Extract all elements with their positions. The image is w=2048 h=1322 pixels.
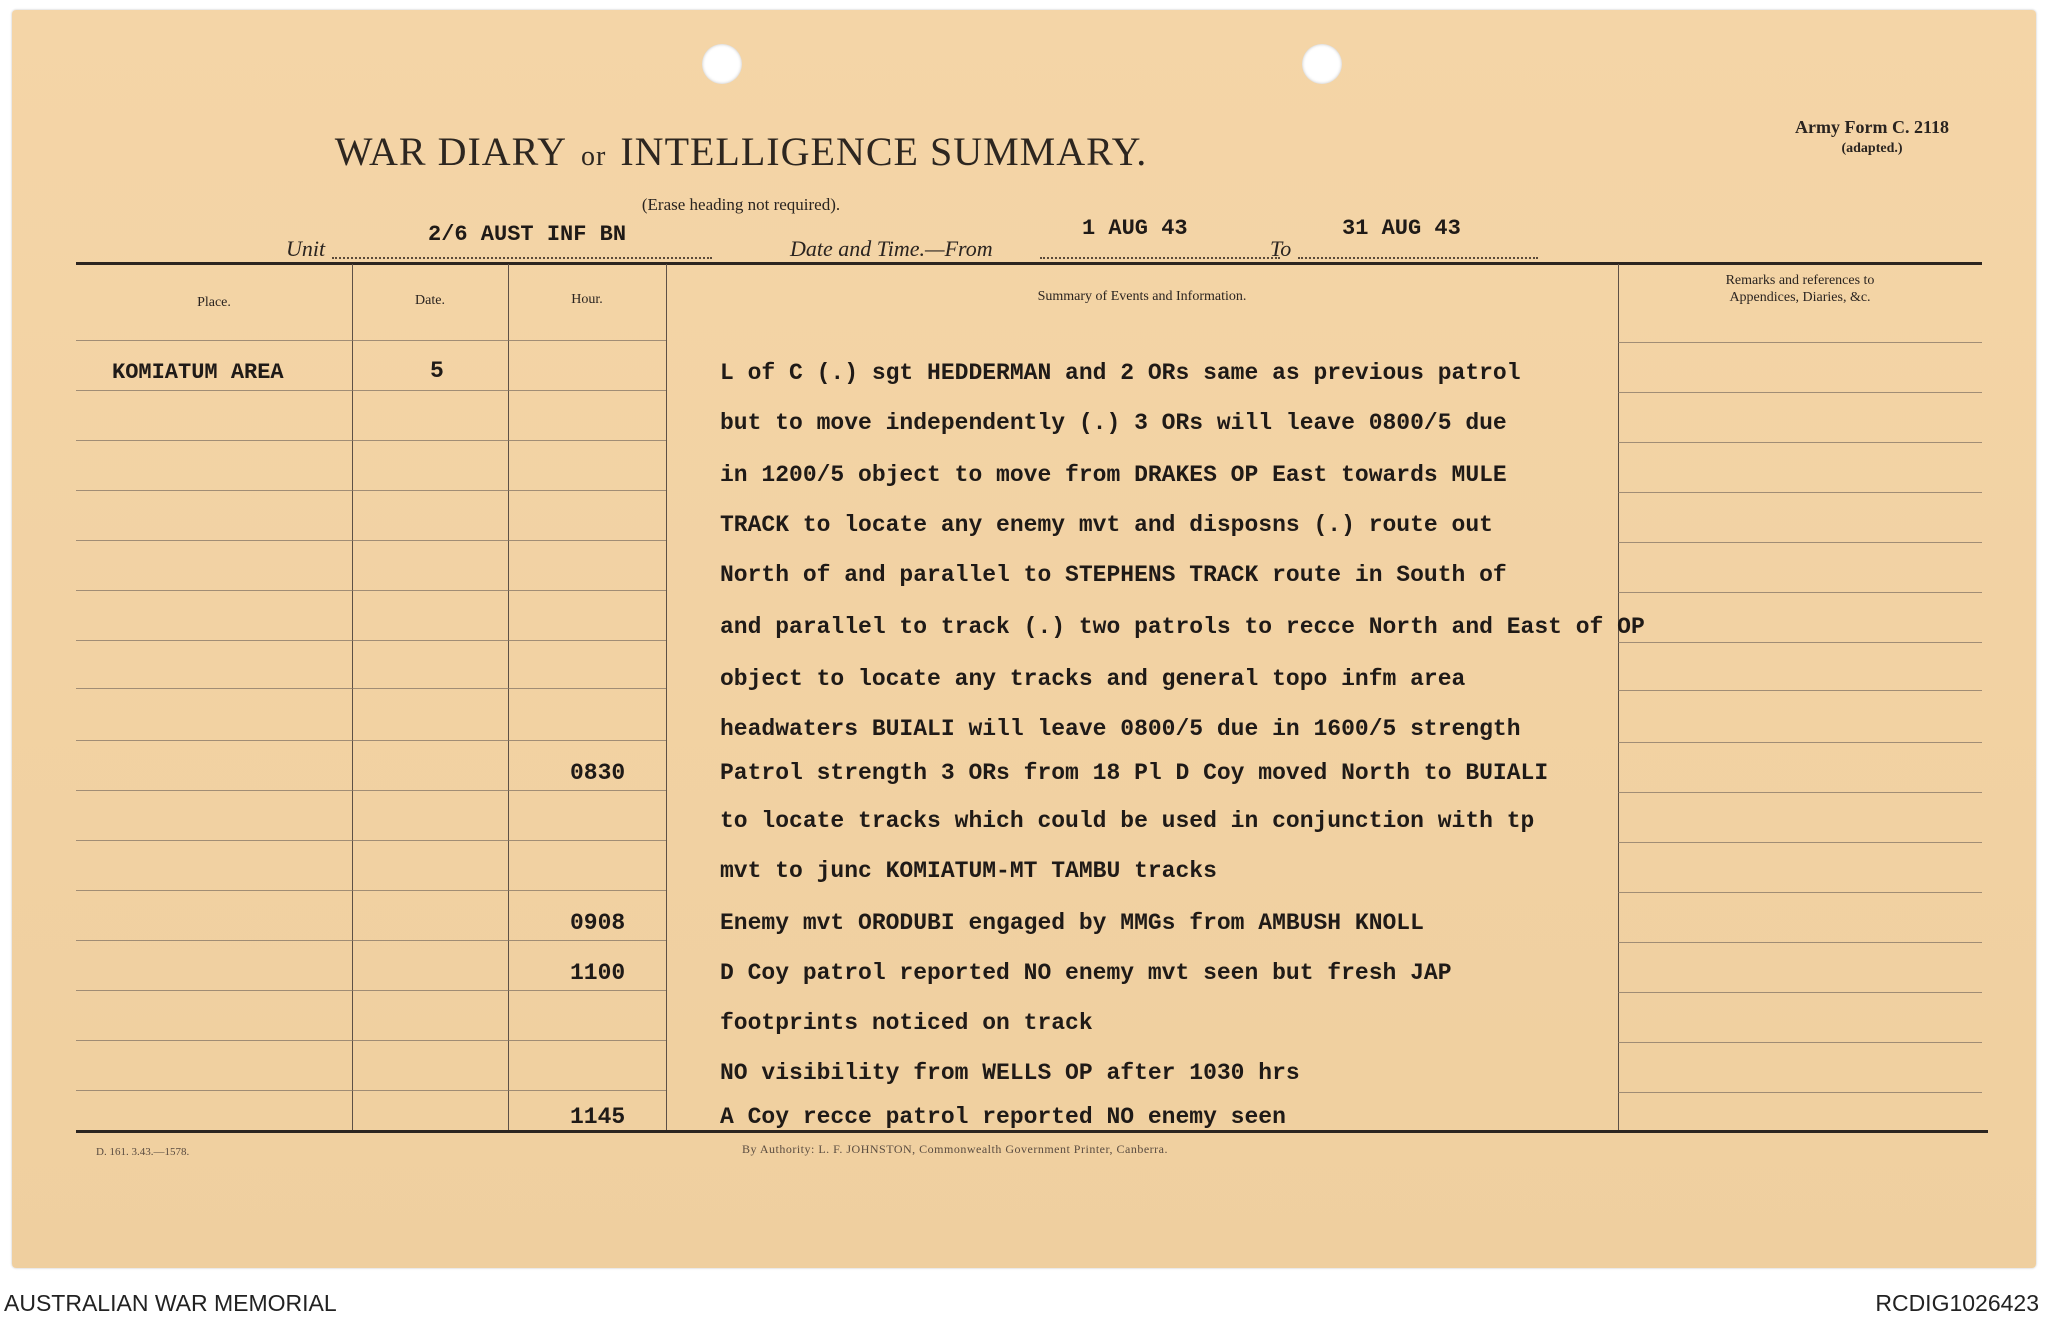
ruled-line bbox=[76, 540, 666, 541]
table-top-rule bbox=[76, 262, 1982, 265]
row-summary-text: in 1200/5 object to move from DRAKES OP East towards MULE bbox=[720, 462, 1507, 488]
column-header-remarks bbox=[1618, 272, 1982, 306]
ruled-line bbox=[76, 990, 666, 991]
ruled-line bbox=[1618, 492, 1982, 493]
column-divider bbox=[352, 264, 353, 1130]
row-summary-text: Patrol strength 3 ORs from 18 Pl D Coy moved North to BUIALI bbox=[720, 760, 1549, 786]
ruled-line bbox=[1618, 992, 1982, 993]
form-title bbox=[12, 128, 1470, 175]
title-war-diary: WAR DIARY bbox=[334, 129, 568, 174]
ruled-line bbox=[76, 640, 666, 641]
column-divider bbox=[508, 264, 509, 1130]
ruled-line bbox=[1618, 690, 1982, 691]
ruled-line bbox=[1618, 642, 1982, 643]
ruled-line bbox=[76, 740, 666, 741]
erase-heading-note: (Erase heading not required). bbox=[641, 195, 841, 214]
ruled-line bbox=[1618, 592, 1982, 593]
form-print-code: D. 161. 3.43.—1578. bbox=[96, 1146, 190, 1158]
column-header-date: Date. bbox=[415, 293, 445, 308]
row-summary-text: to locate tracks which could be used in conjunction with tp bbox=[720, 808, 1535, 834]
unit-dots bbox=[332, 257, 712, 259]
ruled-line bbox=[1618, 892, 1982, 893]
ruled-line bbox=[76, 490, 666, 491]
row-hour: 0830 bbox=[570, 760, 626, 786]
column-divider bbox=[1618, 264, 1619, 1130]
ruled-line bbox=[1618, 742, 1982, 743]
date-from-label: Date and Time.—From bbox=[790, 236, 993, 261]
army-form-label bbox=[1772, 116, 1972, 160]
row-summary-text: D Coy patrol reported NO enemy mvt seen but fresh JAP bbox=[720, 960, 1452, 986]
ruled-line bbox=[1618, 392, 1982, 393]
printer-authority: By Authority: L. F. JOHNSTON, Commonwealth Government Printer, Canberra. bbox=[742, 1142, 1168, 1156]
ruled-line bbox=[76, 688, 666, 689]
row-summary-text: headwaters BUIALI will leave 0800/5 due in 1600/5 strength bbox=[720, 716, 1521, 742]
row-hour: 1145 bbox=[570, 1104, 626, 1130]
unit-label: Unit bbox=[286, 236, 326, 261]
ruled-line bbox=[76, 840, 666, 841]
ruled-line bbox=[1618, 792, 1982, 793]
ruled-line bbox=[76, 790, 666, 791]
column-header-place: Place. bbox=[197, 295, 231, 310]
date-to-label: To bbox=[1270, 236, 1292, 261]
punch-hole bbox=[702, 44, 742, 84]
column-header-hour: Hour. bbox=[571, 292, 603, 307]
row-hour: 1100 bbox=[570, 960, 626, 986]
row-summary-text: footprints noticed on track bbox=[720, 1010, 1093, 1036]
entry-place: KOMIATUM AREA bbox=[112, 360, 284, 385]
ruled-line bbox=[76, 440, 666, 441]
army-form-adapted: (adapted.) bbox=[1841, 141, 1903, 156]
column-header-summary: Summary of Events and Information. bbox=[1037, 289, 1247, 304]
row-summary-text: mvt to junc KOMIATUM-MT TAMBU tracks bbox=[720, 858, 1217, 884]
ruled-line bbox=[1618, 1092, 1982, 1093]
row-summary-text: and parallel to track (.) two patrols to recce North and East of OP bbox=[720, 614, 1645, 640]
row-summary-text: NO visibility from WELLS OP after 1030 hrs bbox=[720, 1060, 1300, 1086]
ruled-line bbox=[76, 890, 666, 891]
table-bottom-rule bbox=[76, 1130, 1988, 1133]
unit-value: 2/6 AUST INF BN bbox=[428, 222, 627, 247]
row-summary-text: L of C (.) sgt HEDDERMAN and 2 ORs same as previous patrol bbox=[720, 360, 1521, 386]
row-summary-text: A Coy recce patrol reported NO enemy seen bbox=[720, 1104, 1286, 1130]
ruled-line bbox=[76, 940, 666, 941]
ruled-line bbox=[76, 590, 666, 591]
ruled-line bbox=[1618, 942, 1982, 943]
remarks-header-line2: Appendices, Diaries, &c. bbox=[1729, 290, 1871, 305]
ruled-line bbox=[76, 390, 666, 391]
row-summary-text: object to locate any tracks and general topo infm area bbox=[720, 666, 1466, 692]
ruled-line bbox=[76, 1040, 666, 1041]
archive-reference: RCDIG1026423 bbox=[1875, 1290, 2039, 1316]
date-from-dots bbox=[1040, 257, 1280, 259]
ruled-line bbox=[1618, 442, 1982, 443]
title-or: or bbox=[581, 141, 607, 172]
column-divider bbox=[666, 264, 667, 1130]
row-summary-text: but to move independently (.) 3 ORs will leave 0800/5 due bbox=[720, 410, 1507, 436]
row-summary-text: TRACK to locate any enemy mvt and disposns (.) route out bbox=[720, 512, 1493, 538]
punch-hole bbox=[1302, 44, 1342, 84]
ruled-line bbox=[76, 340, 666, 341]
date-to-value: 31 AUG 43 bbox=[1342, 216, 1461, 241]
archive-caption: AUSTRALIAN WAR MEMORIAL bbox=[4, 1290, 337, 1316]
row-summary-text: Enemy mvt ORODUBI engaged by MMGs from AMBUSH KNOLL bbox=[720, 910, 1424, 936]
ruled-line bbox=[76, 1090, 666, 1091]
row-summary-text: North of and parallel to STEPHENS TRACK route in South of bbox=[720, 562, 1507, 588]
war-diary-sheet bbox=[12, 10, 2036, 1268]
ruled-line bbox=[1618, 842, 1982, 843]
army-form-number: Army Form C. 2118 bbox=[1795, 117, 1949, 137]
entry-date: 5 bbox=[430, 358, 444, 384]
ruled-line bbox=[1618, 342, 1982, 343]
ruled-line bbox=[1618, 1042, 1982, 1043]
ruled-line bbox=[1618, 542, 1982, 543]
remarks-header-line1: Remarks and references to bbox=[1725, 273, 1875, 288]
title-intelligence-summary: INTELLIGENCE SUMMARY. bbox=[620, 129, 1148, 174]
date-from-value: 1 AUG 43 bbox=[1082, 216, 1188, 241]
date-to-dots bbox=[1298, 257, 1538, 259]
row-hour: 0908 bbox=[570, 910, 626, 936]
